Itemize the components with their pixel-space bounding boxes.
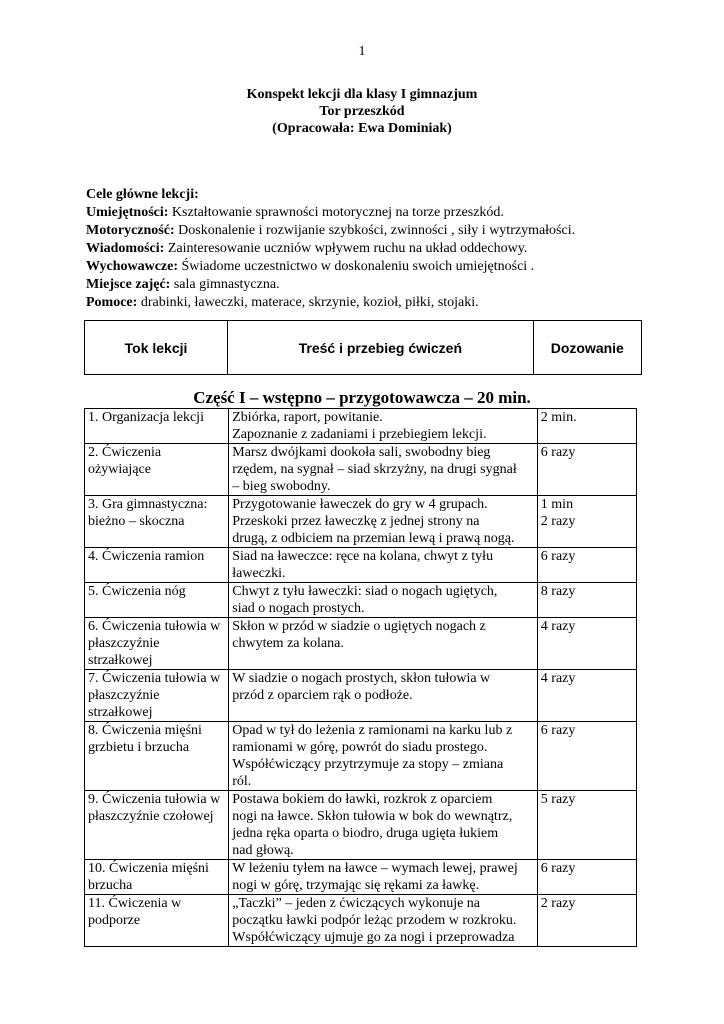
exercise-name-cell: 10. Ćwiczenia mięśni brzucha bbox=[85, 860, 229, 895]
section-title: Część I – wstępno – przygotowawcza – 20 min. bbox=[193, 388, 531, 407]
exercise-dosage-cell: 2 razy bbox=[537, 895, 636, 947]
exercise-name-cell: 5. Ćwiczenia nóg bbox=[85, 583, 229, 618]
exercise-dosage-cell: 4 razy bbox=[537, 670, 636, 722]
exercise-content-cell: „Taczki” – jeden z ćwiczących wykonuje na początku ławki podpór leżąc przodem w rozkroku. Współćwiczący ujmuje go za nogi i przeprowadza bbox=[229, 895, 538, 947]
goal-text: sala gimnastyczna. bbox=[170, 277, 280, 292]
goal-item bbox=[86, 222, 646, 240]
goal-label: Pomoce: bbox=[86, 295, 138, 310]
exercise-dosage-cell: 6 razy bbox=[537, 548, 636, 583]
goal-item bbox=[86, 258, 646, 276]
exercise-name-cell: 8. Ćwiczenia mięśni grzbietu i brzucha bbox=[85, 722, 229, 791]
exercise-content-cell: W siadzie o nogach prostych, skłon tułowia w przód z oparciem rąk o podłoże. bbox=[229, 670, 538, 722]
title-line-2: Tor przeszkód bbox=[319, 104, 405, 119]
lesson-goals bbox=[86, 186, 646, 312]
header-content: Treść i przebieg ćwiczeń bbox=[228, 321, 534, 375]
goal-item bbox=[86, 294, 646, 312]
table-row bbox=[85, 409, 637, 444]
goal-text: Doskonalenie i rozwijanie szybkości, zwinności , siły i wytrzymałości. bbox=[174, 223, 576, 238]
goal-label: Wychowawcze: bbox=[86, 259, 179, 274]
goal-label: Wiadomości: bbox=[86, 241, 165, 256]
exercise-name-cell: 2. Ćwiczenia ożywiające bbox=[85, 444, 229, 496]
goal-text: Zainteresowanie uczniów wpływem ruchu na układ oddechowy. bbox=[164, 241, 528, 256]
exercise-dosage-cell: 6 razy bbox=[537, 722, 636, 791]
table-header-row bbox=[85, 321, 642, 375]
table-row bbox=[85, 548, 637, 583]
header-lesson-course: Tok lekcji bbox=[85, 321, 228, 375]
goals-heading: Cele główne lekcji: bbox=[86, 187, 199, 202]
exercise-content-cell: Chwyt z tyłu ławeczki: siad o nogach ugiętych, siad o nogach prostych. bbox=[229, 583, 538, 618]
document-title bbox=[0, 86, 724, 137]
title-line-3: (Opracowała: Ewa Dominiak) bbox=[272, 121, 452, 136]
exercise-content-cell: Przygotowanie ławeczek do gry w 4 grupach. Przeskoki przez ławeczkę z jednej strony na drugą, z odbiciem na przemian lewą i prawą nogą. bbox=[229, 496, 538, 548]
table-row bbox=[85, 670, 637, 722]
exercise-content-cell: W leżeniu tyłem na ławce – wymach lewej, prawej nogi w górę, trzymając się rękami za ławkę. bbox=[229, 860, 538, 895]
page-number: 1 bbox=[358, 44, 366, 59]
exercise-dosage-cell: 1 min 2 razy bbox=[537, 496, 636, 548]
exercise-dosage-cell: 2 min. bbox=[537, 409, 636, 444]
goal-text: Świadome uczestnictwo w doskonaleniu swoich umiejętności . bbox=[178, 259, 535, 274]
goal-text: Kształtowanie sprawności motorycznej na torze przeszkód. bbox=[168, 205, 504, 220]
table-row bbox=[85, 444, 637, 496]
table-header bbox=[84, 320, 642, 375]
exercise-name-cell: 11. Ćwiczenia w podporze bbox=[85, 895, 229, 947]
exercise-name-cell: 6. Ćwiczenia tułowia w płaszczyźnie strzałkowej bbox=[85, 618, 229, 670]
exercise-dosage-cell: 6 razy bbox=[537, 860, 636, 895]
goal-label: Miejsce zajęć: bbox=[86, 277, 171, 292]
exercise-name-cell: 4. Ćwiczenia ramion bbox=[85, 548, 229, 583]
table-row bbox=[85, 860, 637, 895]
table-row bbox=[85, 583, 637, 618]
goal-label: Umiejętności: bbox=[86, 205, 169, 220]
exercise-content-cell: Marsz dwójkami dookoła sali, swobodny bieg rzędem, na sygnał – siad skrzyżny, na drugi sygnał – bieg swobodny. bbox=[229, 444, 538, 496]
table-row bbox=[85, 618, 637, 670]
exercise-table bbox=[84, 408, 637, 947]
exercise-name-cell: 9. Ćwiczenia tułowia w płaszczyźnie czołowej bbox=[85, 791, 229, 860]
table-row bbox=[85, 895, 637, 947]
exercise-content-cell: Opad w tył do leżenia z ramionami na karku lub z ramionami w górę, powrót do siadu prostego. Współćwiczący przytrzymuje za stopy – zmiana ról. bbox=[229, 722, 538, 791]
exercise-dosage-cell: 8 razy bbox=[537, 583, 636, 618]
exercise-dosage-cell: 6 razy bbox=[537, 444, 636, 496]
table-row bbox=[85, 791, 637, 860]
exercise-name-cell: 7. Ćwiczenia tułowia w płaszczyźnie strzałkowej bbox=[85, 670, 229, 722]
exercise-table-body bbox=[85, 409, 637, 947]
goal-item bbox=[86, 276, 646, 294]
header-dosage: Dozowanie bbox=[533, 321, 641, 375]
goal-label: Motoryczność: bbox=[86, 223, 175, 238]
exercise-content-cell: Siad na ławeczce: ręce na kolana, chwyt z tyłu ławeczki. bbox=[229, 548, 538, 583]
table-row bbox=[85, 722, 637, 791]
goal-item bbox=[86, 240, 646, 258]
exercise-name-cell: 3. Gra gimnastyczna: bieżno – skoczna bbox=[85, 496, 229, 548]
exercise-content-cell: Zbiórka, raport, powitanie. Zapoznanie z zadaniami i przebiegiem lekcji. bbox=[229, 409, 538, 444]
exercise-content-cell: Postawa bokiem do ławki, rozkrok z oparciem nogi na ławce. Skłon tułowia w bok do wewnątrz, jedna ręka oparta o biodro, druga ugięta łukiem nad głową. bbox=[229, 791, 538, 860]
title-line-1: Konspekt lekcji dla klasy I gimnazjum bbox=[246, 87, 478, 102]
goal-text: drabinki, ławeczki, materace, skrzynie, kozioł, piłki, stojaki. bbox=[137, 295, 479, 310]
goal-item bbox=[86, 204, 646, 222]
table-row bbox=[85, 496, 637, 548]
exercise-name-cell: 1. Organizacja lekcji bbox=[85, 409, 229, 444]
exercise-content-cell: Skłon w przód w siadzie o ugiętych nogach z chwytem za kolana. bbox=[229, 618, 538, 670]
exercise-dosage-cell: 4 razy bbox=[537, 618, 636, 670]
exercise-dosage-cell: 5 razy bbox=[537, 791, 636, 860]
